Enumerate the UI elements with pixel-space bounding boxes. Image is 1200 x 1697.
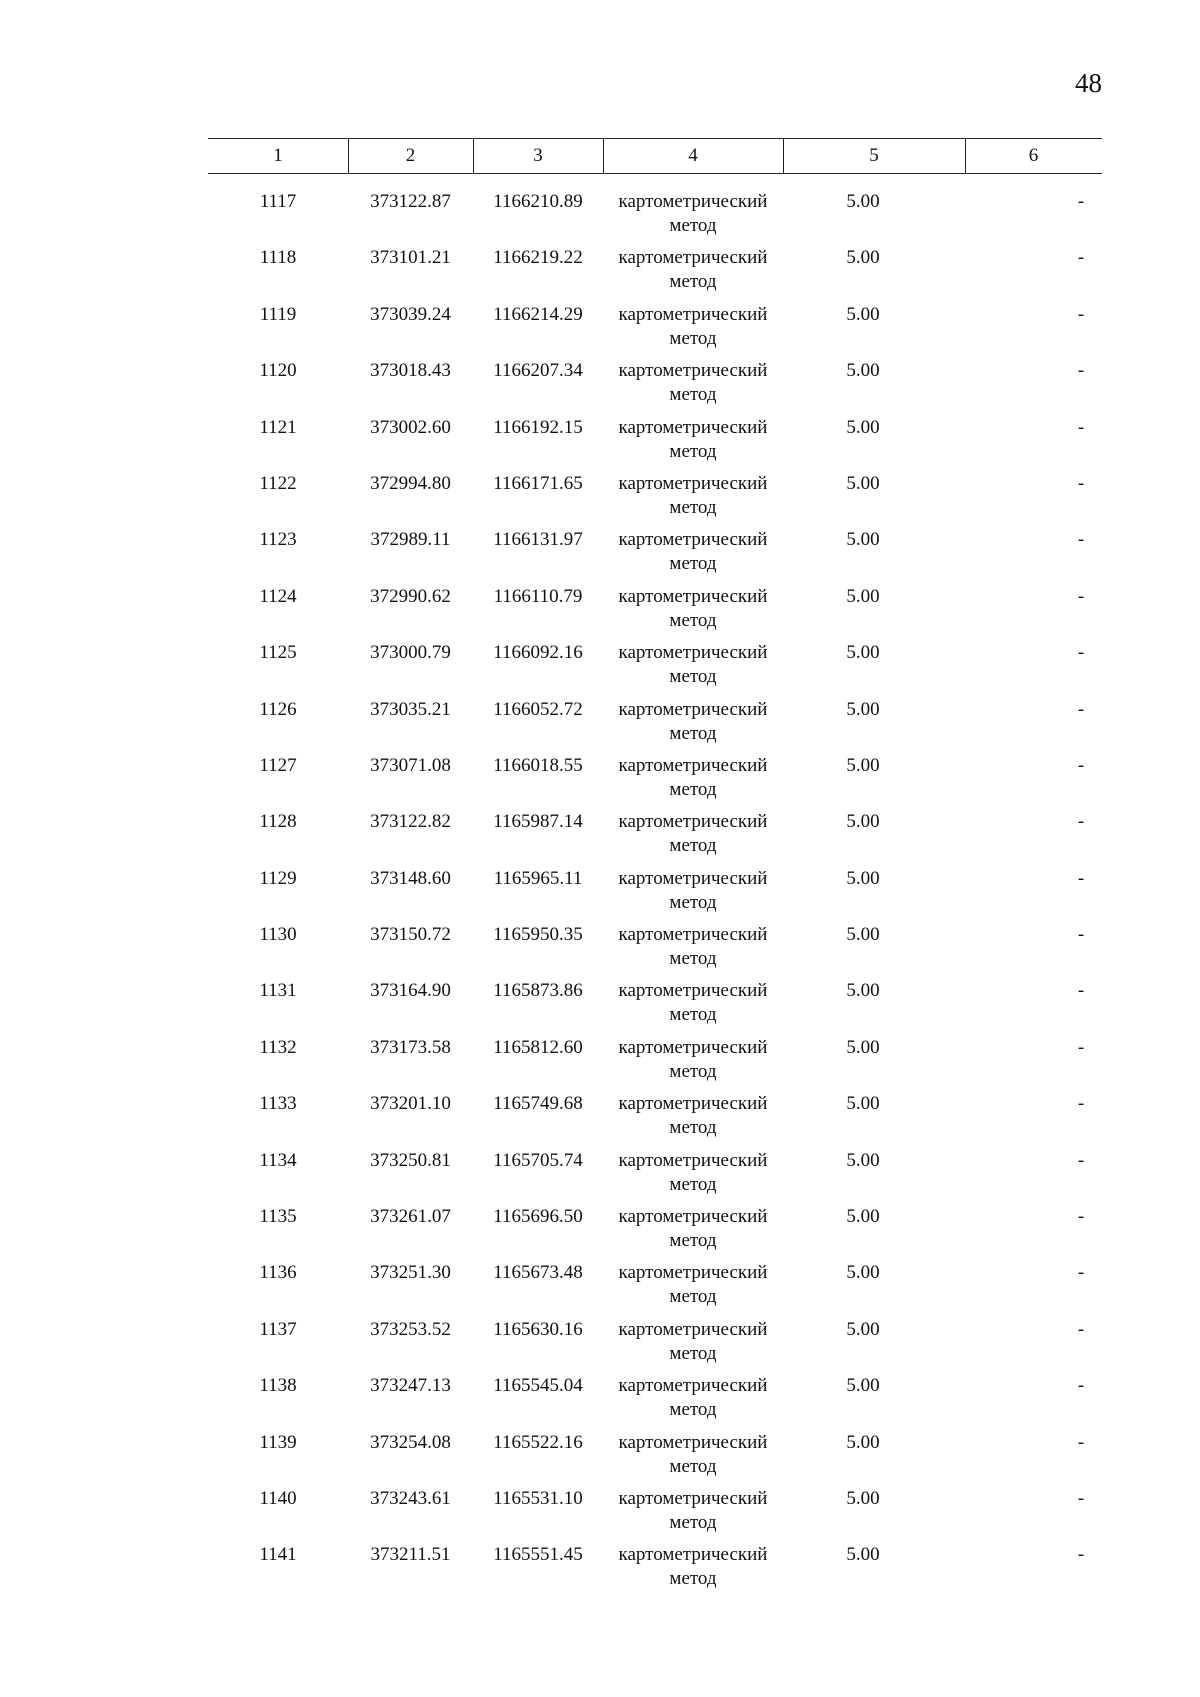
y-coordinate-cell: 1165950.35 bbox=[493, 924, 583, 946]
y-coordinate-cell: 1165987.14 bbox=[493, 811, 583, 833]
method-line-1: картометрический bbox=[618, 811, 768, 833]
accuracy-cell: 5.00 bbox=[846, 1318, 880, 1340]
y-coordinate-cell: 1165522.16 bbox=[493, 1431, 583, 1453]
method-line-1: картометрический bbox=[618, 247, 768, 269]
method-line-2: метод bbox=[669, 271, 717, 293]
x-coordinate-cell: 372989.11 bbox=[370, 529, 451, 551]
method-line-1: картометрический bbox=[618, 754, 768, 776]
y-coordinate-cell: 1165531.10 bbox=[493, 1487, 583, 1509]
table-row bbox=[208, 979, 1102, 1035]
table-row bbox=[208, 867, 1102, 923]
table-row bbox=[208, 923, 1102, 979]
method-cell bbox=[603, 246, 783, 294]
accuracy-cell: 5.00 bbox=[846, 924, 880, 946]
method-line-1: картометрический bbox=[618, 191, 768, 212]
x-coordinate-cell: 373122.87 bbox=[370, 191, 451, 212]
method-cell bbox=[603, 416, 783, 464]
y-coordinate-cell: 1165812.60 bbox=[493, 1036, 583, 1058]
x-coordinate-cell: 373243.61 bbox=[370, 1487, 451, 1509]
description-cell: - bbox=[1077, 360, 1085, 382]
x-coordinate-cell: 373148.60 bbox=[370, 867, 451, 889]
method-line-2: метод bbox=[669, 835, 717, 857]
method-line-1: картометрический bbox=[618, 1036, 768, 1058]
description-cell: - bbox=[1077, 754, 1085, 776]
accuracy-cell: 5.00 bbox=[846, 1262, 880, 1284]
point-number-cell: 1126 bbox=[259, 698, 297, 720]
method-line-2: метод bbox=[669, 1117, 717, 1139]
y-coordinate-cell: 1166207.34 bbox=[493, 360, 583, 382]
description-cell: - bbox=[1077, 585, 1085, 607]
description-cell: - bbox=[1077, 867, 1085, 889]
coordinates-table bbox=[208, 138, 1102, 1600]
description-cell: - bbox=[1077, 416, 1085, 438]
description-cell: - bbox=[1077, 1149, 1085, 1171]
method-cell bbox=[603, 810, 783, 858]
point-number-cell: 1117 bbox=[259, 191, 297, 212]
method-line-1: картометрический bbox=[618, 1149, 768, 1171]
x-coordinate-cell: 373002.60 bbox=[370, 416, 451, 438]
description-cell: - bbox=[1077, 980, 1085, 1002]
description-cell: - bbox=[1077, 1487, 1085, 1509]
point-number-cell: 1129 bbox=[259, 867, 297, 889]
method-line-2: метод bbox=[669, 891, 717, 913]
accuracy-cell: 5.00 bbox=[846, 867, 880, 889]
y-coordinate-cell: 1165749.68 bbox=[493, 1093, 583, 1115]
method-line-1: картометрический bbox=[618, 416, 768, 438]
header-cell-4: 4 bbox=[688, 145, 698, 166]
point-number-cell: 1122 bbox=[259, 472, 297, 494]
method-line-2: метод bbox=[669, 1286, 717, 1308]
method-cell bbox=[603, 190, 783, 238]
x-coordinate-cell: 372990.62 bbox=[370, 585, 451, 607]
accuracy-cell: 5.00 bbox=[846, 191, 880, 212]
point-number-cell: 1132 bbox=[259, 1036, 297, 1058]
y-coordinate-cell: 1165873.86 bbox=[493, 980, 583, 1002]
method-line-1: картометрический bbox=[618, 1318, 768, 1340]
y-coordinate-cell: 1165545.04 bbox=[493, 1375, 583, 1397]
y-coordinate-cell: 1166192.15 bbox=[493, 416, 583, 438]
y-coordinate-cell: 1165673.48 bbox=[493, 1262, 583, 1284]
method-line-1: картометрический bbox=[618, 472, 768, 494]
y-coordinate-cell: 1165630.16 bbox=[493, 1318, 583, 1340]
y-coordinate-cell: 1165705.74 bbox=[493, 1149, 583, 1171]
accuracy-cell: 5.00 bbox=[846, 360, 880, 382]
method-line-1: картометрический bbox=[618, 1206, 768, 1228]
table-row bbox=[208, 1487, 1102, 1543]
description-cell: - bbox=[1077, 1206, 1085, 1228]
table-row bbox=[208, 1543, 1102, 1599]
accuracy-cell: 5.00 bbox=[846, 472, 880, 494]
method-cell bbox=[603, 754, 783, 802]
point-number-cell: 1131 bbox=[259, 980, 297, 1002]
y-coordinate-cell: 1165551.45 bbox=[493, 1544, 583, 1566]
method-cell bbox=[603, 472, 783, 520]
x-coordinate-cell: 373201.10 bbox=[370, 1093, 451, 1115]
method-cell bbox=[603, 359, 783, 407]
x-coordinate-cell: 373035.21 bbox=[370, 698, 451, 720]
x-coordinate-cell: 373039.24 bbox=[370, 303, 451, 325]
method-line-2: метод bbox=[669, 384, 717, 406]
accuracy-cell: 5.00 bbox=[846, 1544, 880, 1566]
x-coordinate-cell: 373211.51 bbox=[370, 1544, 451, 1566]
method-line-2: метод bbox=[669, 327, 717, 349]
table-row bbox=[208, 641, 1102, 697]
table-row bbox=[208, 1036, 1102, 1092]
description-cell: - bbox=[1077, 1375, 1085, 1397]
table-row bbox=[208, 246, 1102, 302]
y-coordinate-cell: 1166018.55 bbox=[493, 754, 583, 776]
header-cell-3: 3 bbox=[533, 145, 543, 166]
accuracy-cell: 5.00 bbox=[846, 1375, 880, 1397]
accuracy-cell: 5.00 bbox=[846, 529, 880, 551]
y-coordinate-cell: 1166052.72 bbox=[493, 698, 583, 720]
point-number-cell: 1123 bbox=[259, 529, 297, 551]
description-cell: - bbox=[1077, 1544, 1085, 1566]
y-coordinate-cell: 1166092.16 bbox=[493, 642, 583, 664]
description-cell: - bbox=[1077, 529, 1085, 551]
header-cell-6: 6 bbox=[1028, 145, 1039, 166]
x-coordinate-cell: 372994.80 bbox=[370, 472, 451, 494]
accuracy-cell: 5.00 bbox=[846, 754, 880, 776]
point-number-cell: 1140 bbox=[259, 1487, 297, 1509]
method-line-2: метод bbox=[669, 1399, 717, 1421]
header-cell-5: 5 bbox=[869, 145, 879, 166]
description-cell: - bbox=[1077, 698, 1085, 720]
method-line-1: картометрический bbox=[618, 1431, 768, 1453]
method-cell bbox=[603, 303, 783, 351]
method-cell bbox=[603, 641, 783, 689]
y-coordinate-cell: 1166219.22 bbox=[493, 247, 583, 269]
table-row bbox=[208, 1205, 1102, 1261]
table-row bbox=[208, 190, 1102, 246]
accuracy-cell: 5.00 bbox=[846, 1487, 880, 1509]
accuracy-cell: 5.00 bbox=[846, 642, 880, 664]
method-line-2: метод bbox=[669, 553, 717, 575]
table-row bbox=[208, 698, 1102, 754]
point-number-cell: 1135 bbox=[259, 1206, 297, 1228]
point-number-cell: 1138 bbox=[259, 1375, 297, 1397]
method-cell bbox=[603, 1431, 783, 1479]
point-number-cell: 1134 bbox=[259, 1149, 297, 1171]
description-cell: - bbox=[1077, 1318, 1085, 1340]
point-number-cell: 1139 bbox=[259, 1431, 297, 1453]
x-coordinate-cell: 373071.08 bbox=[370, 754, 451, 776]
method-line-2: метод bbox=[669, 1060, 717, 1082]
x-coordinate-cell: 373253.52 bbox=[370, 1318, 451, 1340]
method-cell bbox=[603, 1036, 783, 1084]
method-line-2: метод bbox=[669, 1342, 717, 1364]
x-coordinate-cell: 373150.72 bbox=[370, 924, 451, 946]
method-cell bbox=[603, 1318, 783, 1366]
method-line-2: метод bbox=[669, 1568, 717, 1590]
x-coordinate-cell: 373000.79 bbox=[370, 642, 451, 664]
method-line-2: метод bbox=[669, 1230, 717, 1252]
method-cell bbox=[603, 698, 783, 746]
method-line-1: картометрический bbox=[618, 1487, 768, 1509]
method-cell bbox=[603, 1149, 783, 1197]
method-line-1: картометрический bbox=[618, 698, 768, 720]
accuracy-cell: 5.00 bbox=[846, 811, 880, 833]
method-line-2: метод bbox=[669, 1455, 717, 1477]
method-line-1: картометрический bbox=[618, 1375, 768, 1397]
method-line-2: метод bbox=[669, 666, 717, 688]
method-line-1: картометрический bbox=[618, 1544, 768, 1566]
method-line-1: картометрический bbox=[618, 1262, 768, 1284]
point-number-cell: 1124 bbox=[259, 585, 297, 607]
method-line-1: картометрический bbox=[618, 980, 768, 1002]
method-line-1: картометрический bbox=[618, 924, 768, 946]
description-cell: - bbox=[1077, 1262, 1085, 1284]
accuracy-cell: 5.00 bbox=[846, 1036, 880, 1058]
table-row bbox=[208, 359, 1102, 415]
point-number-cell: 1133 bbox=[259, 1093, 297, 1115]
description-cell: - bbox=[1077, 1093, 1085, 1115]
point-number-cell: 1118 bbox=[259, 247, 297, 269]
method-cell bbox=[603, 1092, 783, 1140]
method-line-1: картометрический bbox=[618, 1093, 768, 1115]
method-cell bbox=[603, 923, 783, 971]
table-row bbox=[208, 1374, 1102, 1430]
accuracy-cell: 5.00 bbox=[846, 980, 880, 1002]
table-row bbox=[208, 303, 1102, 359]
header-cell-2: 2 bbox=[405, 145, 416, 166]
method-line-2: метод bbox=[669, 778, 717, 800]
table-header-row bbox=[208, 138, 1102, 174]
method-cell bbox=[603, 867, 783, 915]
table-row bbox=[208, 754, 1102, 810]
method-line-1: картометрический bbox=[618, 529, 768, 551]
accuracy-cell: 5.00 bbox=[846, 1093, 880, 1115]
accuracy-cell: 5.00 bbox=[846, 1206, 880, 1228]
method-line-1: картометрический bbox=[618, 642, 768, 664]
page-number: 48 bbox=[1075, 68, 1102, 98]
accuracy-cell: 5.00 bbox=[846, 1431, 880, 1453]
y-coordinate-cell: 1166171.65 bbox=[493, 472, 583, 494]
method-line-2: метод bbox=[669, 440, 717, 462]
table-row bbox=[208, 528, 1102, 584]
description-cell: - bbox=[1077, 303, 1085, 325]
table-row bbox=[208, 1261, 1102, 1317]
table-row bbox=[208, 585, 1102, 641]
method-line-2: метод bbox=[669, 609, 717, 631]
header-cell-1: 1 bbox=[273, 145, 283, 166]
method-cell bbox=[603, 1261, 783, 1309]
x-coordinate-cell: 373254.08 bbox=[370, 1431, 451, 1453]
table-body bbox=[208, 190, 1102, 1600]
accuracy-cell: 5.00 bbox=[846, 698, 880, 720]
description-cell: - bbox=[1077, 247, 1085, 269]
table-row bbox=[208, 1431, 1102, 1487]
accuracy-cell: 5.00 bbox=[846, 416, 880, 438]
description-cell: - bbox=[1077, 1431, 1085, 1453]
method-cell bbox=[603, 585, 783, 633]
table-row bbox=[208, 1318, 1102, 1374]
method-line-2: метод bbox=[669, 1004, 717, 1026]
method-line-2: метод bbox=[669, 948, 717, 970]
method-line-2: метод bbox=[669, 1173, 717, 1195]
point-number-cell: 1119 bbox=[259, 303, 297, 325]
point-number-cell: 1141 bbox=[259, 1544, 297, 1566]
y-coordinate-cell: 1166110.79 bbox=[493, 585, 583, 607]
x-coordinate-cell: 373261.07 bbox=[370, 1206, 451, 1228]
description-cell: - bbox=[1077, 811, 1085, 833]
y-coordinate-cell: 1166131.97 bbox=[493, 529, 583, 551]
x-coordinate-cell: 373018.43 bbox=[370, 360, 451, 382]
method-line-2: метод bbox=[669, 722, 717, 744]
method-cell bbox=[603, 1543, 783, 1591]
x-coordinate-cell: 373164.90 bbox=[370, 980, 451, 1002]
y-coordinate-cell: 1166214.29 bbox=[493, 303, 583, 325]
point-number-cell: 1128 bbox=[259, 811, 297, 833]
point-number-cell: 1136 bbox=[259, 1262, 297, 1284]
method-line-2: метод bbox=[669, 1511, 717, 1533]
x-coordinate-cell: 373122.82 bbox=[370, 811, 451, 833]
y-coordinate-cell: 1165696.50 bbox=[493, 1206, 583, 1228]
x-coordinate-cell: 373251.30 bbox=[370, 1262, 451, 1284]
x-coordinate-cell: 373250.81 bbox=[370, 1149, 451, 1171]
point-number-cell: 1125 bbox=[259, 642, 297, 664]
point-number-cell: 1127 bbox=[259, 754, 297, 776]
table-row bbox=[208, 416, 1102, 472]
table-row bbox=[208, 472, 1102, 528]
method-line-1: картометрический bbox=[618, 303, 768, 325]
method-line-2: метод bbox=[669, 496, 717, 518]
method-line-1: картометрический bbox=[618, 585, 768, 607]
x-coordinate-cell: 373247.13 bbox=[370, 1375, 451, 1397]
accuracy-cell: 5.00 bbox=[846, 247, 880, 269]
description-cell: - bbox=[1077, 191, 1085, 212]
table-row bbox=[208, 1149, 1102, 1205]
accuracy-cell: 5.00 bbox=[846, 585, 880, 607]
description-cell: - bbox=[1077, 924, 1085, 946]
accuracy-cell: 5.00 bbox=[846, 1149, 880, 1171]
point-number-cell: 1121 bbox=[259, 416, 297, 438]
description-cell: - bbox=[1077, 472, 1085, 494]
method-cell bbox=[603, 1487, 783, 1535]
description-cell: - bbox=[1077, 1036, 1085, 1058]
method-cell bbox=[603, 979, 783, 1027]
accuracy-cell: 5.00 bbox=[846, 303, 880, 325]
point-number-cell: 1130 bbox=[259, 924, 297, 946]
y-coordinate-cell: 1165965.11 bbox=[493, 867, 583, 889]
point-number-cell: 1137 bbox=[259, 1318, 297, 1340]
y-coordinate-cell: 1166210.89 bbox=[493, 191, 583, 212]
x-coordinate-cell: 373173.58 bbox=[370, 1036, 451, 1058]
table-row bbox=[208, 1092, 1102, 1148]
table-row bbox=[208, 810, 1102, 866]
description-cell: - bbox=[1077, 642, 1085, 664]
method-cell bbox=[603, 1374, 783, 1422]
method-line-1: картометрический bbox=[618, 867, 768, 889]
method-line-1: картометрический bbox=[618, 360, 768, 382]
method-cell bbox=[603, 1205, 783, 1253]
x-coordinate-cell: 373101.21 bbox=[370, 247, 451, 269]
method-line-2: метод bbox=[669, 215, 717, 236]
point-number-cell: 1120 bbox=[259, 360, 297, 382]
method-cell bbox=[603, 528, 783, 576]
